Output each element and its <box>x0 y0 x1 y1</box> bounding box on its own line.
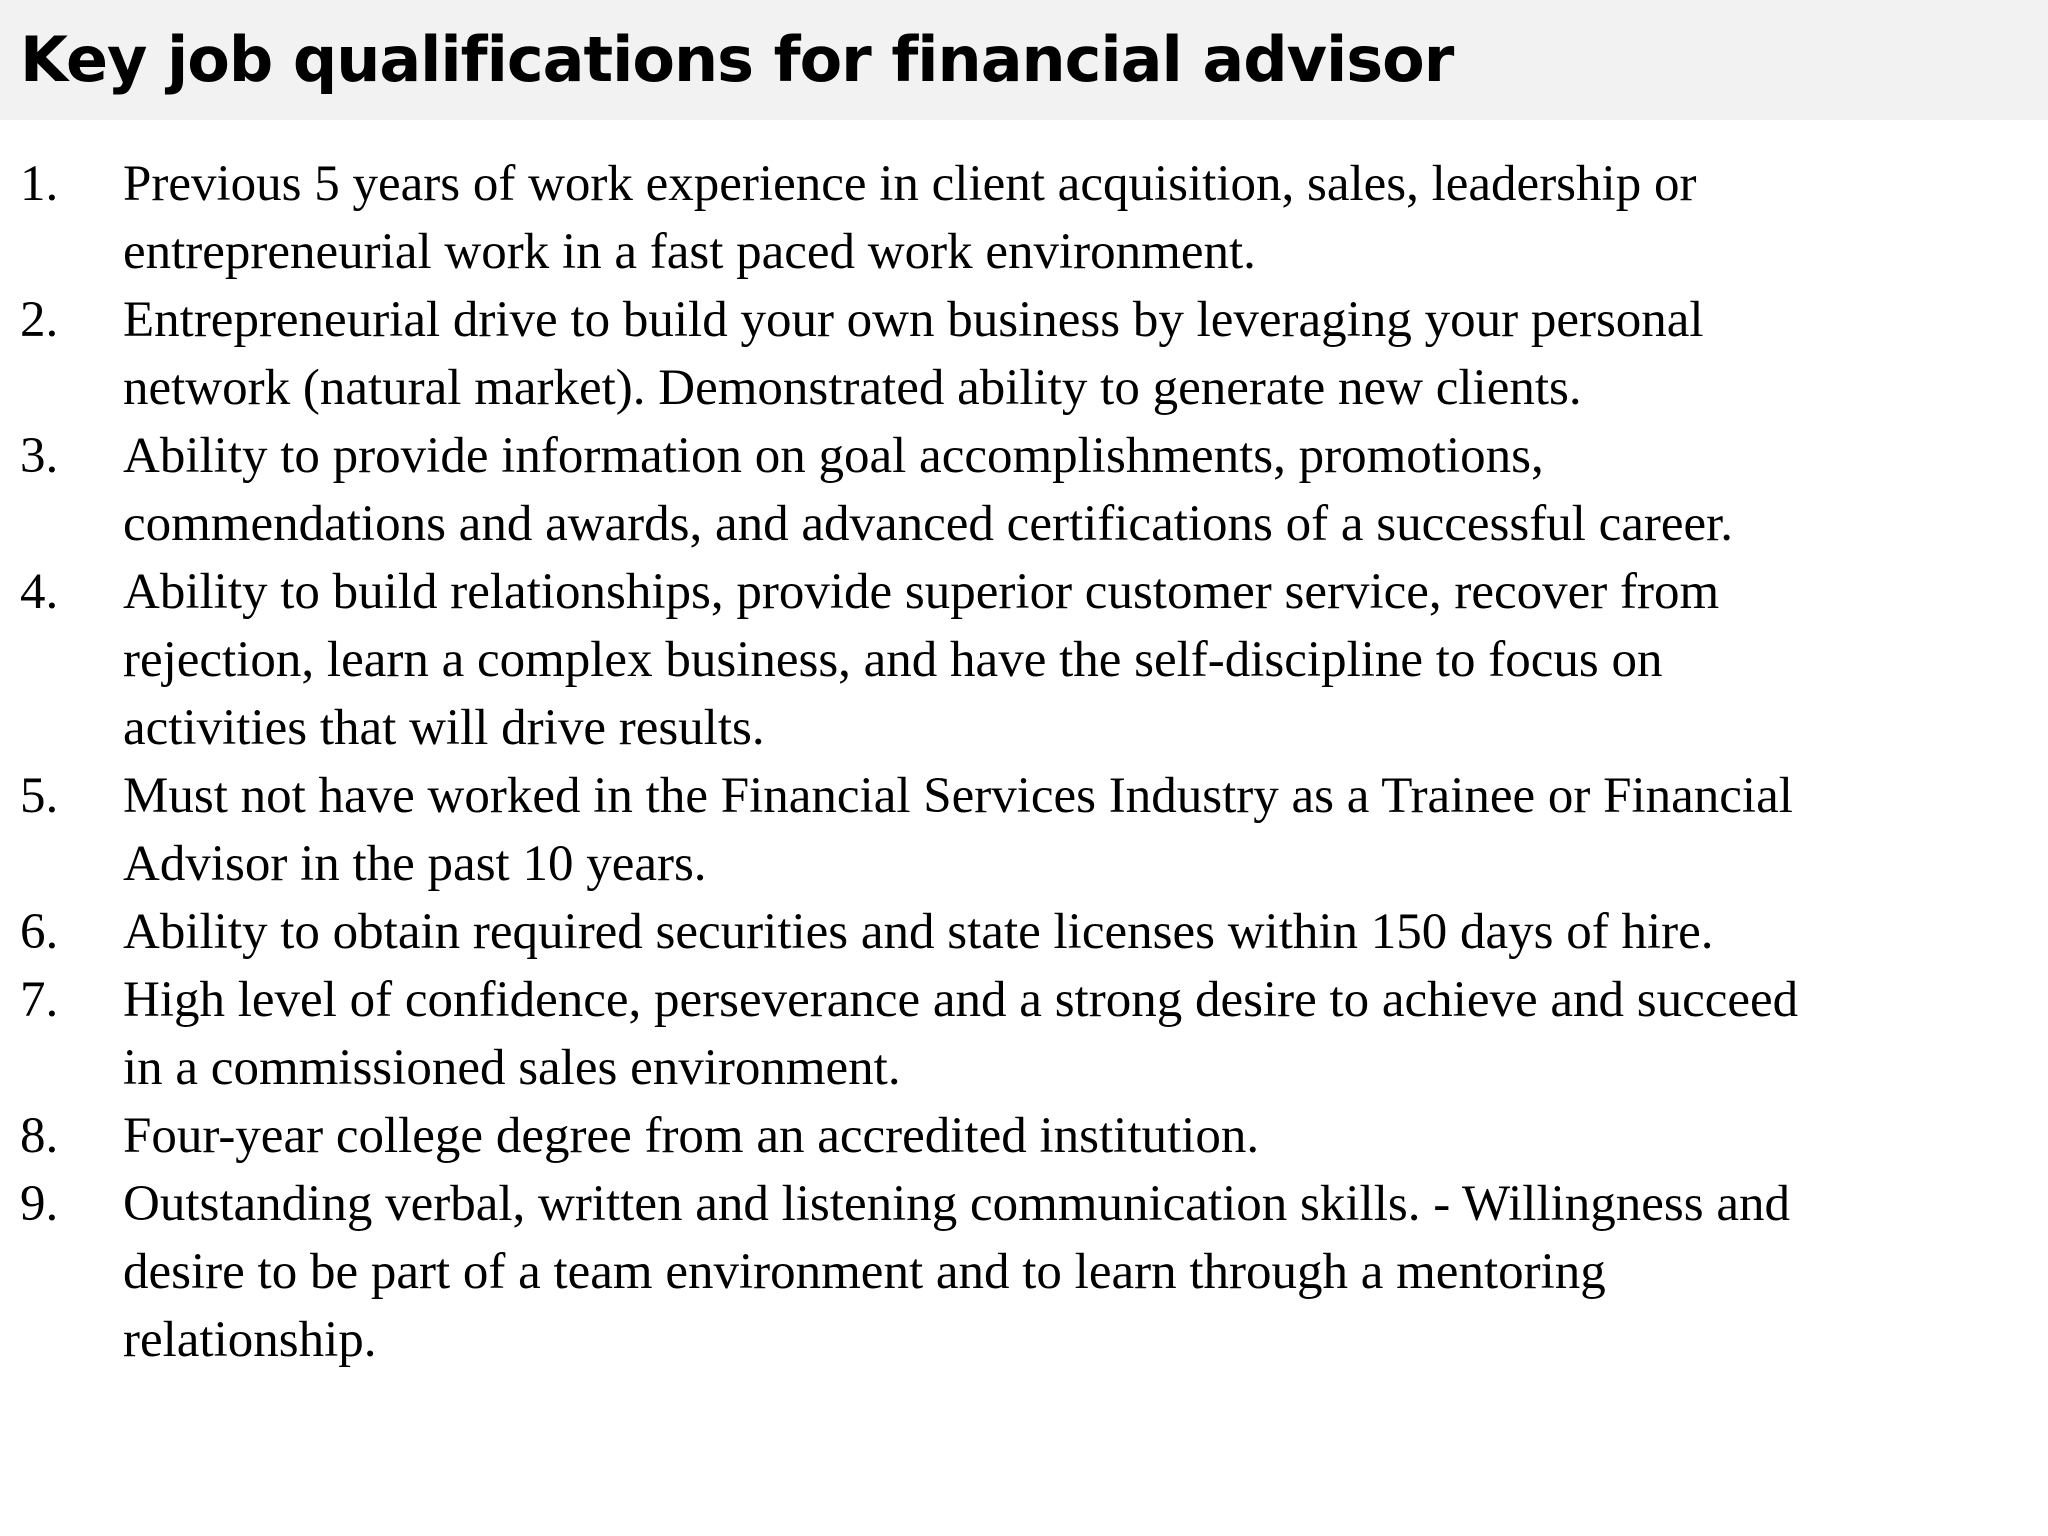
item-text-line: entrepreneurial work in a fast paced work environment. <box>123 224 1256 280</box>
list-item <box>0 422 2048 558</box>
item-number: 1. <box>20 156 59 212</box>
item-text-line: Advisor in the past 10 years. <box>123 836 707 892</box>
item-text-line: High level of confidence, perseverance and a strong desire to achieve and succeed <box>123 972 1799 1028</box>
item-text-line: Entrepreneurial drive to build your own business by leveraging your personal <box>123 292 1704 348</box>
item-text-line: Must not have worked in the Financial Services Industry as a Trainee or Financial <box>123 768 1793 824</box>
page-title: Key job qualifications for financial advisor <box>20 23 1454 96</box>
list-item <box>0 286 2048 422</box>
item-text-line: relationship. <box>123 1312 377 1368</box>
item-text-line: in a commissioned sales environment. <box>123 1040 901 1096</box>
list-item <box>0 1170 2048 1374</box>
qualifications-list <box>0 150 2048 1374</box>
item-number: 8. <box>20 1108 59 1164</box>
item-number: 5. <box>20 768 59 824</box>
item-number: 9. <box>20 1176 59 1232</box>
list-item <box>0 898 2048 966</box>
item-number: 3. <box>20 428 59 484</box>
item-number: 2. <box>20 292 59 348</box>
item-text-line: Ability to obtain required securities and state licenses within 150 days of hire. <box>123 904 1714 960</box>
item-text-line: activities that will drive results. <box>123 700 765 756</box>
list-item <box>0 1102 2048 1170</box>
title-bar <box>0 0 2048 120</box>
item-text-line: commendations and awards, and advanced certifications of a successful career. <box>123 496 1734 552</box>
item-text-line: Ability to build relationships, provide superior customer service, recover from <box>123 564 1720 620</box>
item-text-line: Previous 5 years of work experience in client acquisition, sales, leadership or <box>123 156 1697 212</box>
item-number: 6. <box>20 904 59 960</box>
item-text-line: Ability to provide information on goal accomplishments, promotions, <box>123 428 1544 484</box>
item-text-line: rejection, learn a complex business, and have the self-discipline to focus on <box>123 632 1663 688</box>
item-number: 7. <box>20 972 59 1028</box>
list-item <box>0 966 2048 1102</box>
item-text-line: Outstanding verbal, written and listening communication skills. - Willingness and <box>123 1176 1791 1232</box>
item-text-line: Four-year college degree from an accredited institution. <box>123 1108 1260 1164</box>
item-text-line: network (natural market). Demonstrated ability to generate new clients. <box>123 360 1582 416</box>
list-item <box>0 558 2048 762</box>
item-text-line: desire to be part of a team environment and to learn through a mentoring <box>123 1244 1606 1300</box>
item-number: 4. <box>20 564 59 620</box>
list-item <box>0 150 2048 286</box>
list-item <box>0 762 2048 898</box>
